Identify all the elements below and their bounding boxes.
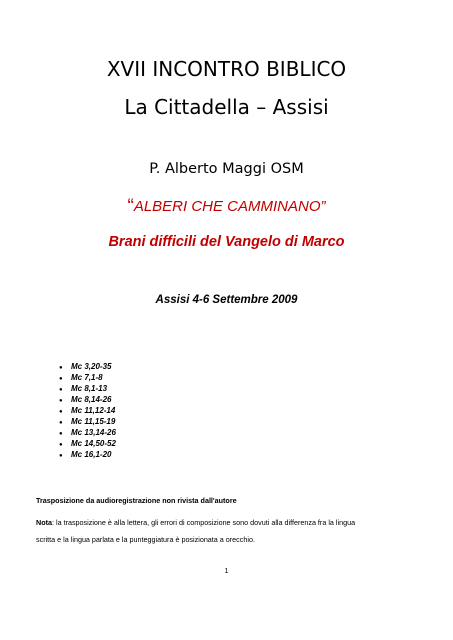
title-line-2: La Cittadella – Assisi xyxy=(124,95,329,119)
reference-text: Mc 11,15-19 xyxy=(71,417,116,426)
bullet-icon: ● xyxy=(59,398,63,404)
nota-line-1 xyxy=(36,518,355,528)
list-item xyxy=(59,438,116,449)
list-item xyxy=(59,361,116,372)
reference-text: Mc 11,12-14 xyxy=(71,406,116,415)
title-line-1: XVII INCONTRO BIBLICO xyxy=(106,57,347,81)
list-item xyxy=(59,372,116,383)
bullet-icon: ● xyxy=(59,365,63,371)
nota-label: Nota xyxy=(36,518,52,527)
transposition-note: Trasposizione da audioregistrazione non rivista dall'autore xyxy=(36,496,237,505)
reference-list xyxy=(59,361,116,460)
reference-text: Mc 7,1-8 xyxy=(71,373,103,382)
list-item xyxy=(59,394,116,405)
subtitle-open-quote: “ xyxy=(127,196,134,217)
subtitle-secondary: Brani difficili del Vangelo di Marco xyxy=(108,234,345,250)
subtitle-close-quote: ” xyxy=(320,198,326,215)
bullet-icon: ● xyxy=(59,453,63,459)
bullet-icon: ● xyxy=(59,442,63,448)
list-item xyxy=(59,383,116,394)
subtitle-main-text: ALBERI CHE CAMMINANO xyxy=(133,198,321,215)
bullet-icon: ● xyxy=(59,376,63,382)
nota-text-1: : la trasposizione è alla lettera, gli errori di composizione sono dovuti alla differenza fra la lingua xyxy=(51,518,356,527)
nota-line-2: scritta e la lingua parlata e la punteggiatura è posizionata a orecchio. xyxy=(36,535,255,544)
subtitle-main xyxy=(0,198,453,216)
bullet-icon: ● xyxy=(59,420,63,426)
list-item xyxy=(59,427,116,438)
reference-text: Mc 14,50-52 xyxy=(71,439,116,448)
reference-text: Mc 13,14-26 xyxy=(71,428,116,437)
list-item xyxy=(59,416,116,427)
reference-text: Mc 3,20-35 xyxy=(71,362,112,371)
author-name: P. Alberto Maggi OSM xyxy=(149,161,304,177)
bullet-icon: ● xyxy=(59,431,63,437)
reference-text: Mc 8,1-13 xyxy=(71,384,108,393)
reference-text: Mc 16,1-20 xyxy=(71,450,112,459)
page-number: 1 xyxy=(224,568,229,575)
reference-text: Mc 8,14-26 xyxy=(71,395,112,404)
bullet-icon: ● xyxy=(59,409,63,415)
list-item xyxy=(59,405,116,416)
bullet-icon: ● xyxy=(59,387,63,393)
list-item xyxy=(59,449,116,460)
event-date: Assisi 4-6 Settembre 2009 xyxy=(155,294,298,306)
